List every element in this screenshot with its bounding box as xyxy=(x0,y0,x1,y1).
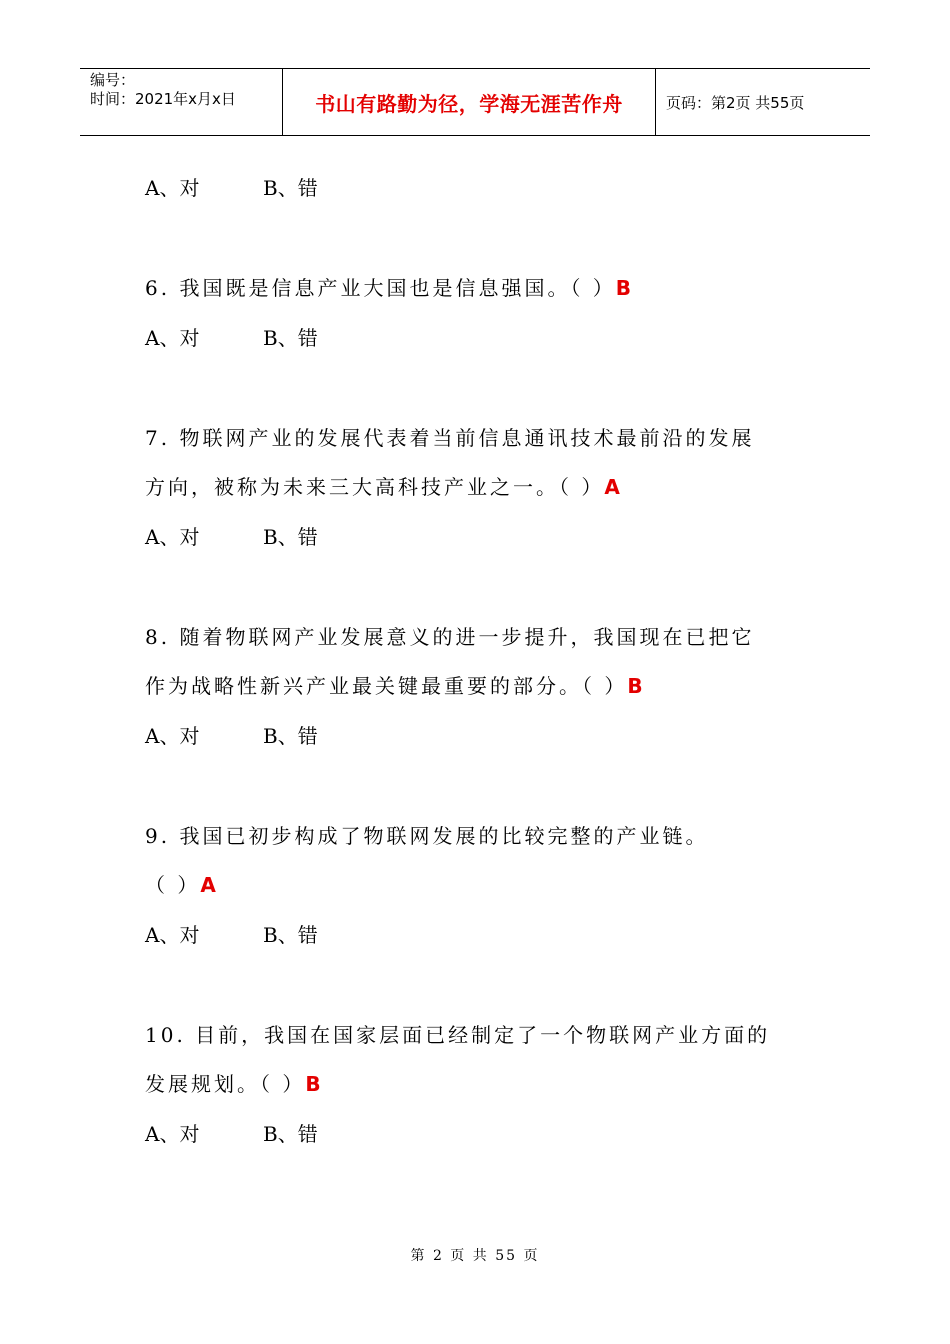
answer-key: B xyxy=(615,276,632,300)
option-b: B、错 xyxy=(263,724,318,748)
question-10-line-2 xyxy=(145,1068,321,1097)
option-a: A、对 xyxy=(145,1122,200,1146)
page-header xyxy=(80,68,870,136)
option-a: A、对 xyxy=(145,923,200,947)
q6-options xyxy=(145,322,318,351)
question-9-line-2 xyxy=(145,869,216,898)
question-7-line-2 xyxy=(145,471,620,500)
question-7-line-1: 7. 物联网产业的发展代表着当前信息通讯技术最前沿的发展 xyxy=(145,426,755,450)
number-label: 编号： xyxy=(90,71,136,89)
page-footer: 第 2 页 共 55 页 xyxy=(410,1248,540,1264)
answer-key: B xyxy=(305,1072,321,1096)
question-text: 作为战略性新兴产业最关键最重要的部分。（ ） xyxy=(145,674,628,698)
question-8-line-2 xyxy=(145,670,643,699)
prev-options xyxy=(145,172,318,201)
option-b: B、错 xyxy=(263,525,318,549)
q9-options xyxy=(145,919,318,948)
option-b: B、错 xyxy=(263,1122,318,1146)
header-page-info: 页码：第2页 共55页 xyxy=(666,93,805,112)
answer-key: A xyxy=(200,873,216,897)
option-b: B、错 xyxy=(263,923,318,947)
q7-options xyxy=(145,521,318,550)
question-text: （ ） xyxy=(145,873,201,897)
q8-options xyxy=(145,720,318,749)
option-a: A、对 xyxy=(145,176,200,200)
header-motto: 书山有路勤为径，学海无涯苦作舟 xyxy=(283,69,656,135)
option-a: A、对 xyxy=(145,724,200,748)
question-text: 6. 我国既是信息产业大国也是信息强国。（ ） xyxy=(145,276,616,300)
time-label: 时间：2021年x月x日 xyxy=(90,90,236,108)
option-b: B、错 xyxy=(263,326,318,350)
question-8-line-1: 8. 随着物联网产业发展意义的进一步提升，我国现在已把它 xyxy=(145,625,755,649)
question-10-line-1: 10. 目前，我国在国家层面已经制定了一个物联网产业方面的 xyxy=(145,1023,771,1047)
option-a: A、对 xyxy=(145,326,200,350)
question-text: 发展规划。（ ） xyxy=(145,1072,306,1096)
q10-options xyxy=(145,1118,318,1147)
question-text: 方向，被称为未来三大高科技产业之一。（ ） xyxy=(145,475,605,499)
answer-key: A xyxy=(604,475,620,499)
question-9-line-1: 9. 我国已初步构成了物联网发展的比较完整的产业链。 xyxy=(145,824,709,848)
question-6 xyxy=(145,272,631,301)
option-b: B、错 xyxy=(263,176,318,200)
header-meta xyxy=(80,69,283,135)
option-a: A、对 xyxy=(145,525,200,549)
answer-key: B xyxy=(627,674,643,698)
